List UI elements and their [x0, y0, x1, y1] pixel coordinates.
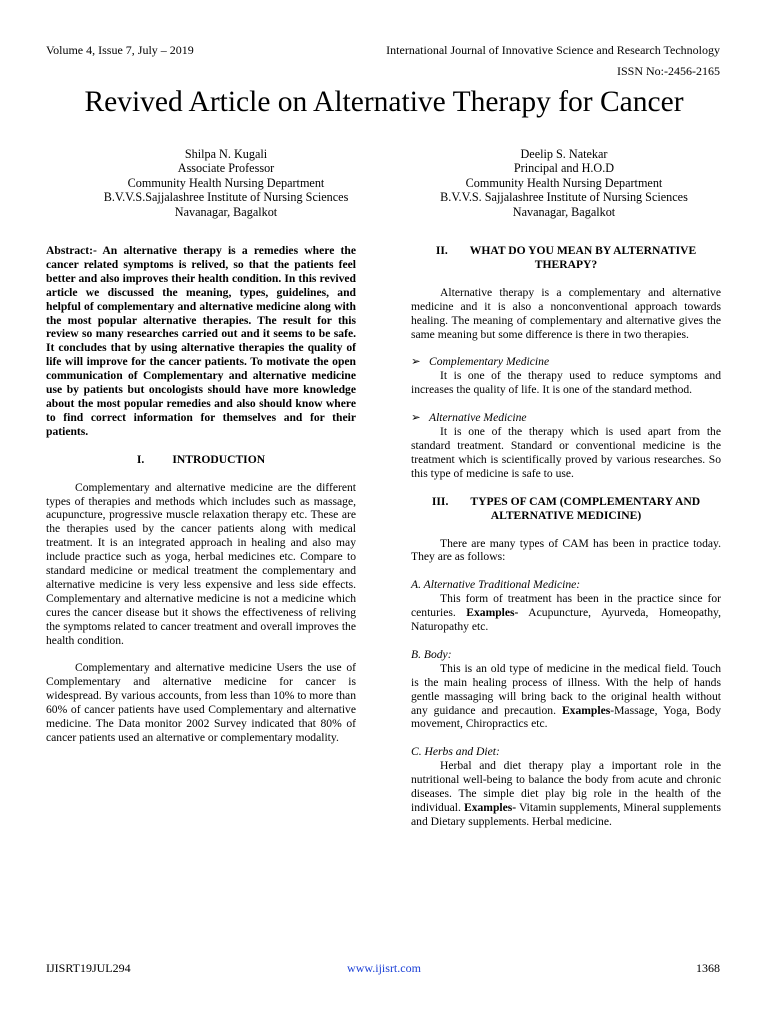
- author-location: Navanagar, Bagalkot: [512, 204, 616, 219]
- abstract: Abstract:- An alternative therapy is a remedies where the cancer related symptoms is relived, so that the patients feel better and also improves their health condition. In this revived article we discussed the meaning, types, guidelines, and helpful of complementary and alternative medicine along with the most popular alternative therapies. The result for this review so many researches carried out and it seems to be safe. It concludes that by using alternative therapies the quality of life will improve for the cancer patients. To motivate the open communication of Complementary and alternative medicine use by patients but oncologists should have more knowledge about the most popular remedies and also should know where to find correct information for themselves and for their patients.: [46, 244, 356, 438]
- bullet-text: It is one of the therapy which is used apart from the standard treatment. Standard or conventional medicine is the treatment which is scientifically proved by various researches. So this type of medicine is safe to use.: [411, 425, 721, 480]
- section-2-paragraph: Alternative therapy is a complementary and alternative medicine and it is also a nonconventional approach towards healing. The meaning of complementary and alternative gives the same meaning but some difference is there in two therapies.: [411, 285, 721, 341]
- subsection-b-text: [411, 662, 721, 732]
- text-run: This is an old type of medicine in the medical field. Touch is the main healing process of illness. With the help of hands gentle massaging will bring back to the original health without any guidance and precaution.: [411, 661, 721, 717]
- section-title-line-1: WHAT DO YOU MEAN BY ALTERNATIVE: [469, 244, 697, 257]
- section-number: II.: [435, 244, 448, 257]
- bullet-complementary-medicine: [411, 355, 721, 369]
- text-run: -Massage, Yoga, Body movement, Chiropractics etc.: [411, 703, 722, 731]
- issn: ISSN No:-2456-2165: [616, 64, 720, 78]
- author-role: Principal and H.O.D: [513, 161, 615, 176]
- bullet-alternative-medicine: [411, 411, 721, 425]
- text-run: Acupuncture, Ayurveda, Homeopathy, Naturopathy etc.: [411, 606, 721, 634]
- author-institution: B.V.V.S. Sajjalashree Institute of Nursing Sciences: [440, 190, 688, 205]
- bullet-text: It is one of the therapy used to reduce symptoms and increases the quality of life. It is one of the standard method.: [411, 369, 721, 397]
- section-title: INTRODUCTION: [172, 452, 266, 466]
- section-3-paragraph: There are many types of CAM has been in practice today. They are as follows:: [411, 536, 721, 564]
- intro-paragraph-1: Complementary and alternative medicine are the different types of therapies and methods which includes such as massage, acupuncture, progressive muscle relaxation therapy etc. These are the therapies used by the cancer patients along with medical treatment. It is an integrated approach in healing and also may include practice such as yoga, herbal medicines etc. Compare to standard medicine or medical treatment the complementary and alternative medicine is very less expensive and less side effects. Complementary and alternative medicine is not a medicine which cures the cancer disease but it shows the effectiveness of reliving the symptoms related to cancer treatment and overall improves the health condition.: [46, 480, 356, 647]
- author-block-1: [76, 147, 376, 219]
- text-run: Vitamin supplements, Mineral supplements and Dietary supplements. Herbal medicine.: [411, 801, 722, 828]
- journal-url-link[interactable]: www.ijisrt.com: [347, 961, 421, 975]
- examples-label: Examples: [561, 703, 611, 717]
- section-number: I.: [136, 452, 145, 466]
- section-title-line-2: THERAPY?: [534, 257, 598, 271]
- section-number: III.: [431, 494, 449, 508]
- author-name: Shilpa N. Kugali: [184, 147, 268, 161]
- section-heading-types-of-cam: [411, 495, 721, 523]
- left-column: [46, 244, 356, 745]
- author-location: Navanagar, Bagalkot: [174, 204, 278, 219]
- paper-title: Revived Article on Alternative Therapy for Cancer: [84, 86, 684, 118]
- author-role: Associate Professor: [177, 161, 275, 176]
- paper-id: IJISRT19JUL294: [46, 961, 131, 975]
- page-number: 1368: [696, 961, 720, 975]
- subsection-title-b: B. Body:: [411, 647, 452, 661]
- section-heading-introduction: [46, 453, 356, 467]
- bullet-title: Complementary Medicine: [429, 355, 550, 369]
- text-run: Herbal and diet therapy play a important role in the nutritional well-being to balance the body from acute and chronic diseases. The simple diet play big role in the health of the individual.: [411, 759, 721, 814]
- examples-label: Examples-: [466, 606, 519, 620]
- subsection-title-c: C. Herbs and Diet:: [411, 745, 500, 759]
- examples-label: Examples-: [463, 801, 517, 814]
- author-department: Community Health Nursing Department: [127, 175, 325, 190]
- volume-issue: Volume 4, Issue 7, July – 2019: [46, 43, 194, 57]
- subsection-c-text: [411, 759, 721, 829]
- journal-name: International Journal of Innovative Science and Research Technology: [386, 43, 720, 57]
- bullet-title: Alternative Medicine: [429, 411, 527, 425]
- subsection-a-text: [411, 592, 721, 634]
- section-title-line-2: ALTERNATIVE MEDICINE): [490, 508, 642, 522]
- subsection-title-a: A. Alternative Traditional Medicine:: [411, 578, 581, 592]
- text-run: This form of treatment has been in the practice since for centuries.: [411, 592, 721, 620]
- arrow-bullet-icon: ➢: [411, 411, 421, 425]
- section-heading-what-is-alternative: [411, 244, 721, 272]
- author-department: Community Health Nursing Department: [465, 175, 663, 190]
- right-column: [411, 244, 721, 829]
- intro-paragraph-2: Complementary and alternative medicine Users the use of Complementary and alternative medicine for cancer is widespread. By various accounts, from less than 10% to more than 60% of cancer patients have used Complementary and alternative medicine. The Data monitor 2002 Survey indicated that 80% of cancer patients used an alternative or complementary modality.: [46, 661, 356, 744]
- author-block-2: [414, 147, 714, 219]
- section-title-line-1: TYPES OF CAM (COMPLEMENTARY AND: [470, 494, 701, 508]
- author-institution: B.V.V.S.Sajjalashree Institute of Nursing Sciences: [103, 190, 349, 205]
- author-name: Deelip S. Natekar: [520, 147, 608, 161]
- arrow-bullet-icon: ➢: [411, 355, 421, 369]
